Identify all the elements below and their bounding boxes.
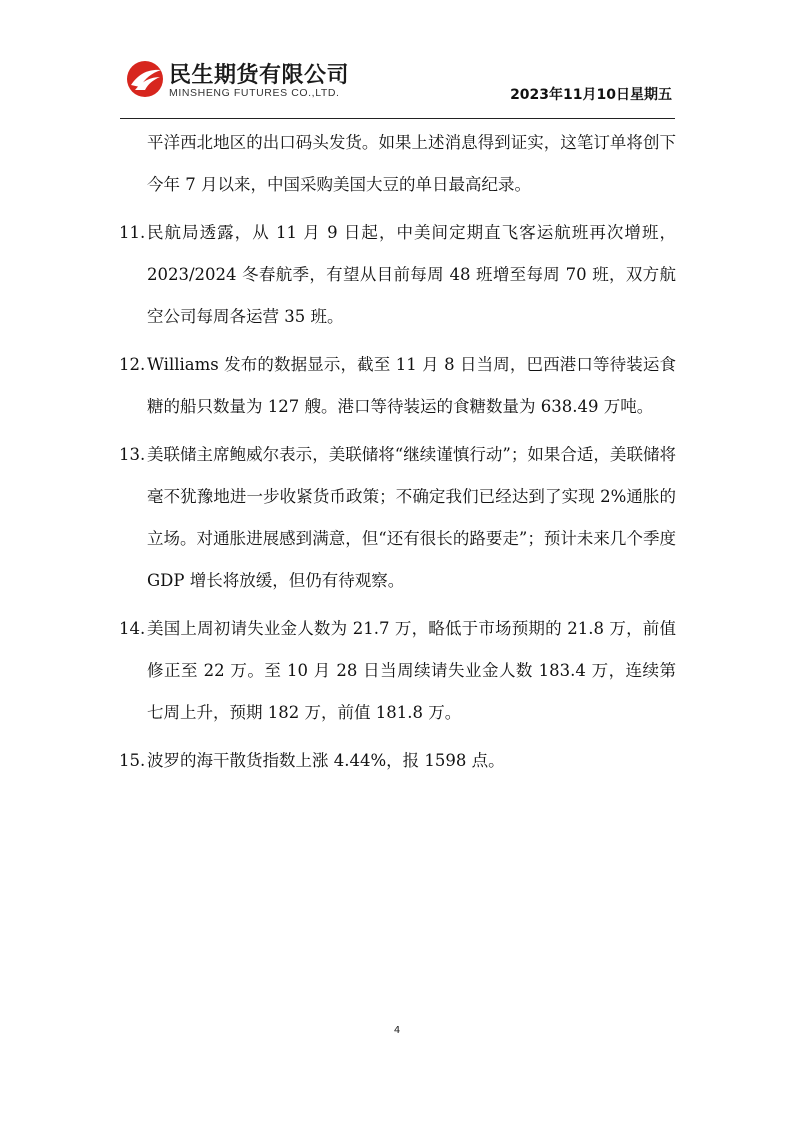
item-text: 美国上周初请失业金人数为 21.7 万，略低于市场预期的 21.8 万，前值修正至 22 万。至 10 月 28 日当周续请失业金人数 183.4 万，连续第七周上升，预期 182 万，前值 181.8 万。: [147, 619, 676, 722]
item-text: 民航局透露，从 11 月 9 日起，中美间定期直飞客运航班再次增班，2023/2024 冬春航季，有望从目前每周 48 班增至每周 70 班，双方航空公司每周各运营 35 班。: [147, 223, 676, 326]
item-number: 12.: [119, 355, 146, 374]
company-name-en: MINSHENG FUTURES CO.,LTD.: [169, 87, 340, 99]
page-header: [120, 52, 675, 118]
item-number: 15.: [119, 751, 146, 770]
header-date: 2023年11月10日星期五: [510, 87, 672, 103]
company-logo: [125, 56, 385, 104]
list-item: [119, 122, 676, 206]
item-text: 波罗的海干散货指数上涨 4.44%，报 1598 点。: [147, 751, 505, 770]
item-text: Williams 发布的数据显示，截至 11 月 8 日当周，巴西港口等待装运食糖的船只数量为 127 艘。港口等待装运的食糖数量为 638.49 万吨。: [147, 355, 676, 416]
company-name-cn: 民生期货有限公司: [169, 63, 350, 88]
list-item: [119, 740, 676, 782]
list-item: [119, 608, 676, 734]
item-number: 13.: [119, 445, 146, 464]
header-divider: [120, 118, 675, 119]
page-number: 4: [393, 1025, 401, 1036]
item-number: 14.: [119, 619, 146, 638]
item-text: 平洋西北地区的出口码头发货。如果上述消息得到证实，这笔订单将创下今年 7 月以来，中国采购美国大豆的单日最高纪录。: [147, 133, 676, 194]
list-item: [119, 344, 676, 428]
news-list: [119, 122, 676, 788]
list-item: [119, 434, 676, 602]
list-item: [119, 212, 676, 338]
item-text: 美联储主席鲍威尔表示，美联储将“继续谨慎行动”；如果合适，美联储将毫不犹豫地进一步收紧货币政策；不确定我们已经达到了实现 2%通胀的立场。对通胀进展感到满意，但“还有很长的路要走”；预计未来几个季度 GDP 增长将放缓，但仍有待观察。: [147, 445, 676, 590]
minsheng-logo-icon: [125, 59, 165, 99]
item-number: 11.: [119, 223, 146, 242]
